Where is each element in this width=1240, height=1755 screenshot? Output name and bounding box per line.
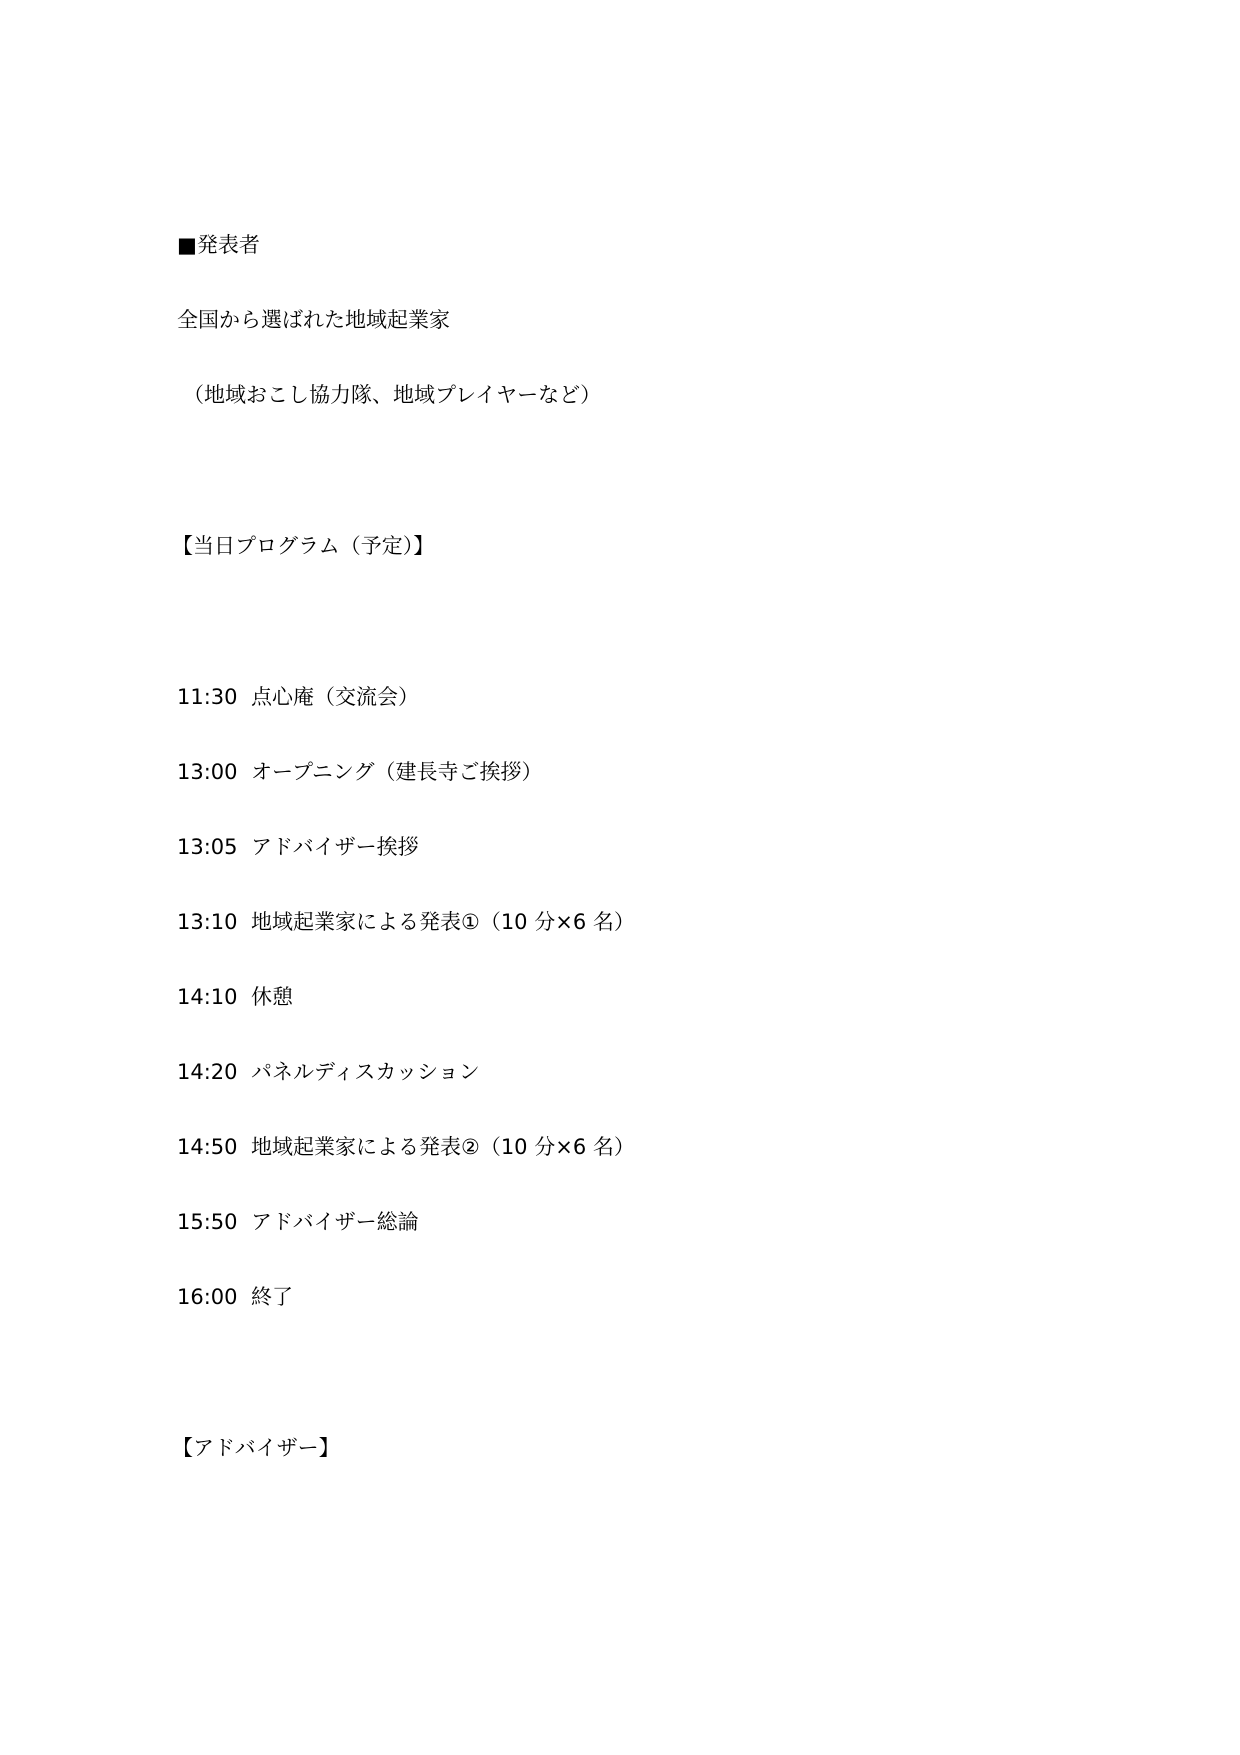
presenters-heading: ■発表者 [177,233,260,257]
program-label: 地域起業家による発表②（10 分×6 名） [251,1135,635,1159]
program-time: 16:00 [177,1285,238,1309]
program-time: 14:10 [177,985,238,1009]
program-label: オープニング（建長寺ご挨拶） [251,760,543,784]
program-time: 13:05 [177,835,238,859]
program-time: 15:50 [177,1210,238,1234]
program-item [177,757,542,787]
program-label: 休憩 [251,985,293,1009]
presenters-note: （地域おこし協力隊、地域プレイヤーなど） [183,383,602,407]
program-item [177,832,419,862]
program-label: パネルディスカッション [251,1060,480,1084]
program-item [177,1057,480,1087]
advisors-heading: 【アドバイザー】 [172,1436,340,1460]
program-time: 14:50 [177,1135,238,1159]
program-label: 地域起業家による発表①（10 分×6 名） [251,910,635,934]
program-label: 終了 [251,1285,293,1309]
program-time: 13:10 [177,910,238,934]
program-label: アドバイザー総論 [251,1210,419,1234]
program-time: 14:20 [177,1060,238,1084]
program-label: 点心庵（交流会） [251,685,419,709]
presenters-description: 全国から選ばれた地域起業家 [177,308,450,332]
program-item [177,1207,419,1237]
program-time: 13:00 [177,760,238,784]
program-item [177,907,635,937]
program-item [177,982,293,1012]
program-heading: 【当日プログラム（予定）】 [172,534,435,558]
program-item [177,1132,635,1162]
program-label: アドバイザー挨拶 [251,835,419,859]
program-item [177,682,419,712]
program-item [177,1282,293,1312]
program-time: 11:30 [177,685,238,709]
